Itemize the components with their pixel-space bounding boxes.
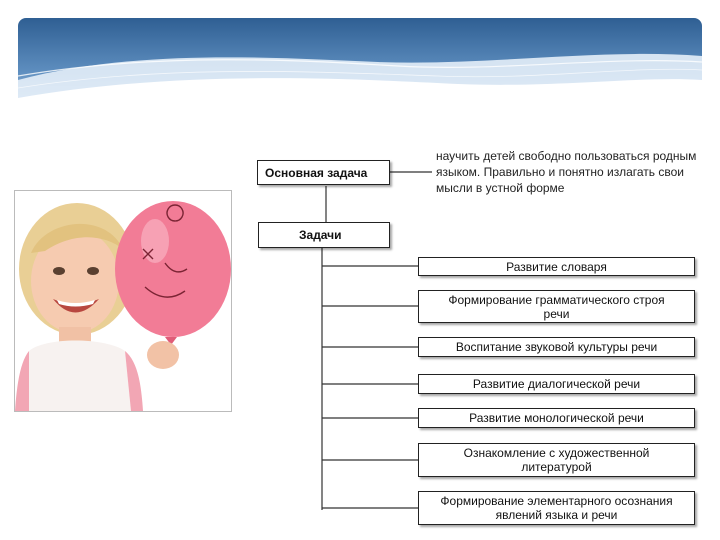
task-item-label: Формирование грамматического строя речи <box>448 292 665 321</box>
task-item-language-awareness <box>418 491 695 525</box>
tasks-box <box>258 222 390 248</box>
task-item-label: Развитие словаря <box>506 259 607 274</box>
task-item-literature <box>418 443 695 477</box>
main-task-label: Основная задача <box>265 165 368 180</box>
task-item-label: Воспитание звуковой культуры речи <box>455 340 658 354</box>
main-task-box <box>257 160 390 185</box>
task-item-label: Формирование элементарного осознания явлений языка и речи <box>440 494 673 522</box>
tasks-label: Задачи <box>299 228 342 242</box>
task-item-grammar <box>418 290 695 323</box>
task-item-sound-culture <box>418 337 695 357</box>
task-item-label: Развитие монологической речи <box>469 411 644 425</box>
task-item-label: Ознакомление с художественной литературой <box>463 446 650 474</box>
task-item-monologic-speech <box>418 408 695 428</box>
task-item-label: Развитие диалогической речи <box>472 377 641 391</box>
main-task-description: научить детей свободно пользоваться родным языком. Правильно и понятно излагать свои мысли в устной форме <box>436 149 697 195</box>
task-item-dialogic-speech <box>418 374 695 394</box>
task-item-vocabulary <box>418 257 695 276</box>
